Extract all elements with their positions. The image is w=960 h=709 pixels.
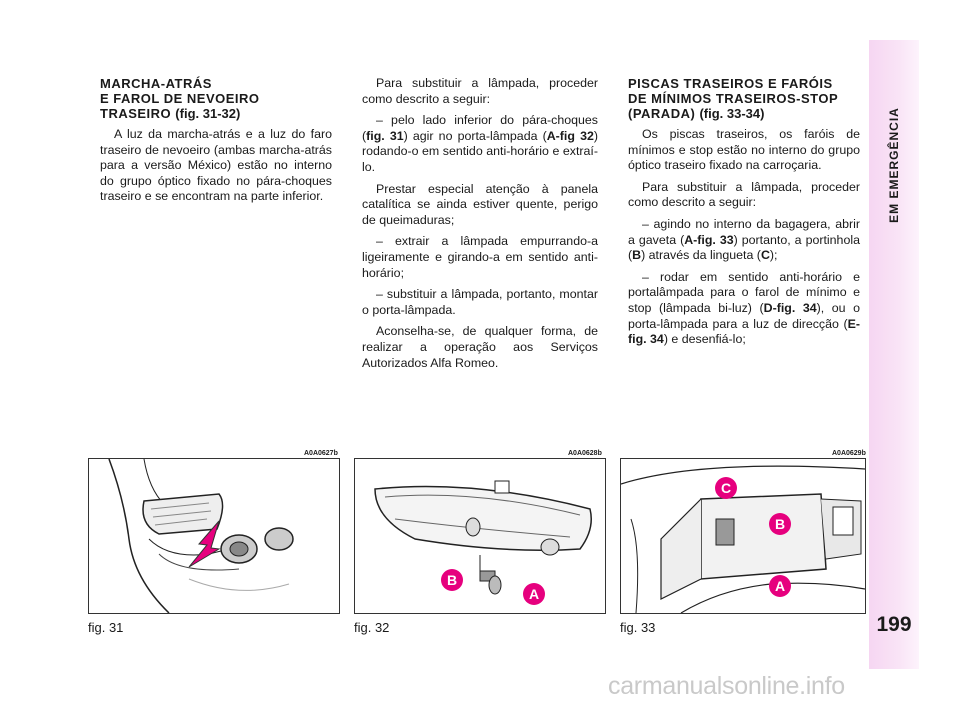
label-c-text: C — [720, 480, 732, 496]
figure-ref: C — [760, 248, 770, 263]
text: ), ou o porta-lâmpada para a luz de direcção ( — [628, 300, 860, 331]
trunk-compartment-illustration — [621, 459, 865, 613]
paragraph — [628, 270, 860, 348]
label-b-badge — [439, 567, 465, 593]
light-cluster-illustration — [355, 459, 605, 613]
paragraph: – extrair a lâmpada empurrando-a ligeiramente e girando-a em sentido anti-horário; — [362, 234, 598, 280]
label-b-text: B — [774, 516, 786, 532]
heading-line: MARCHA-ATRÁS — [100, 76, 212, 91]
text: – pelo lado inferior do pára-choques ( — [362, 113, 598, 143]
heading-line: E FAROL DE NEVOEIRO — [100, 91, 260, 106]
paragraph: Para substituir a lâmpada, proceder como descrito a seguir: — [362, 76, 598, 106]
heading-line: (PARADA) — [628, 106, 696, 121]
text: – agindo no interno da bagagera, abrir a gaveta ( — [628, 216, 860, 247]
text: ) agir no porta-lâmpada ( — [403, 128, 547, 143]
figure-code: A0A0629b — [832, 450, 866, 457]
heading-rear-lights — [628, 76, 860, 121]
watermark: carmanualsonline.info — [608, 672, 845, 700]
figure-ref: E-fig. 34 — [628, 316, 860, 347]
text: ) e desenfiá-lo; — [663, 332, 746, 347]
heading-line: PISCAS TRASEIROS E FARÓIS — [628, 76, 833, 91]
heading-line: DE MÍNIMOS TRASEIROS-STOP — [628, 91, 839, 106]
figure-ref: A-fig 32 — [546, 128, 594, 143]
label-a-badge — [767, 573, 793, 599]
text: ) rodando-o em sentido anti-horário e extraí-lo. — [362, 128, 598, 174]
text: – rodar em sentido anti-horário e portalâmpada para o farol de mínimo e stop (lâmpada bi-luz) ( — [628, 269, 860, 315]
heading-line: TRASEIRO — [100, 106, 172, 121]
figure-ref: A-fig. 33 — [684, 232, 734, 247]
column-1 — [100, 76, 332, 211]
figure-ref: D-fig. 34 — [763, 300, 817, 315]
figure-33-image — [620, 458, 866, 614]
label-a-text: A — [528, 586, 540, 602]
label-b-text: B — [446, 572, 458, 588]
section-title — [868, 70, 920, 260]
figure-caption: fig. 31 — [88, 620, 124, 635]
text: ) através da lingueta ( — [641, 248, 761, 263]
heading-ref: (fig. 31-32) — [175, 106, 241, 121]
label-b-badge — [767, 511, 793, 537]
column-2 — [362, 76, 598, 377]
heading-reverse-fog — [100, 76, 332, 121]
rear-bumper-light-illustration — [89, 459, 339, 613]
figure-32-image — [354, 458, 606, 614]
figure-caption: fig. 33 — [620, 620, 656, 635]
label-a-badge — [521, 581, 547, 607]
figure-ref: fig. 31 — [366, 128, 404, 143]
label-a-text: A — [774, 578, 786, 594]
figure-code: A0A0627b — [304, 450, 338, 457]
figure-31-image — [88, 458, 340, 614]
label-c-badge — [713, 475, 739, 501]
figure-code: A0A0628b — [568, 450, 602, 457]
heading-ref: (fig. 33-34) — [699, 106, 765, 121]
text: ); — [769, 248, 778, 263]
figure-ref: B — [632, 248, 642, 263]
text: ) portanto, a portinhola ( — [628, 232, 860, 263]
section-title-text: EM EMERGÊNCIA — [887, 107, 901, 223]
paragraph: Prestar especial atenção à panela catalítica se ainda estiver quente, perigo de queimaduras; — [362, 181, 598, 227]
figure-caption: fig. 32 — [354, 620, 390, 635]
paragraph: Aconselha-se, de qualquer forma, de realizar a operação aos Serviços Autorizados Alfa Romeo. — [362, 324, 598, 370]
page-number: 199 — [876, 613, 912, 636]
paragraph — [628, 217, 860, 264]
paragraph: Para substituir a lâmpada, proceder como descrito a seguir: — [628, 179, 860, 210]
paragraph — [362, 113, 598, 175]
paragraph: Os piscas traseiros, os faróis de mínimos e stop estão no interno do grupo óptico traseiro fixado na carroçaria. — [628, 127, 860, 173]
column-3 — [628, 76, 860, 354]
paragraph: A luz da marcha-atrás e a luz do faro traseiro de nevoeiro (ambas marcha-atrás para a versão México) estão no interno do grupo óptico fixado no pára-choques traseiro e se encontram na parte inferior. — [100, 127, 332, 204]
paragraph: – substituir a lâmpada, portanto, montar o porta-lâmpada. — [362, 287, 598, 317]
